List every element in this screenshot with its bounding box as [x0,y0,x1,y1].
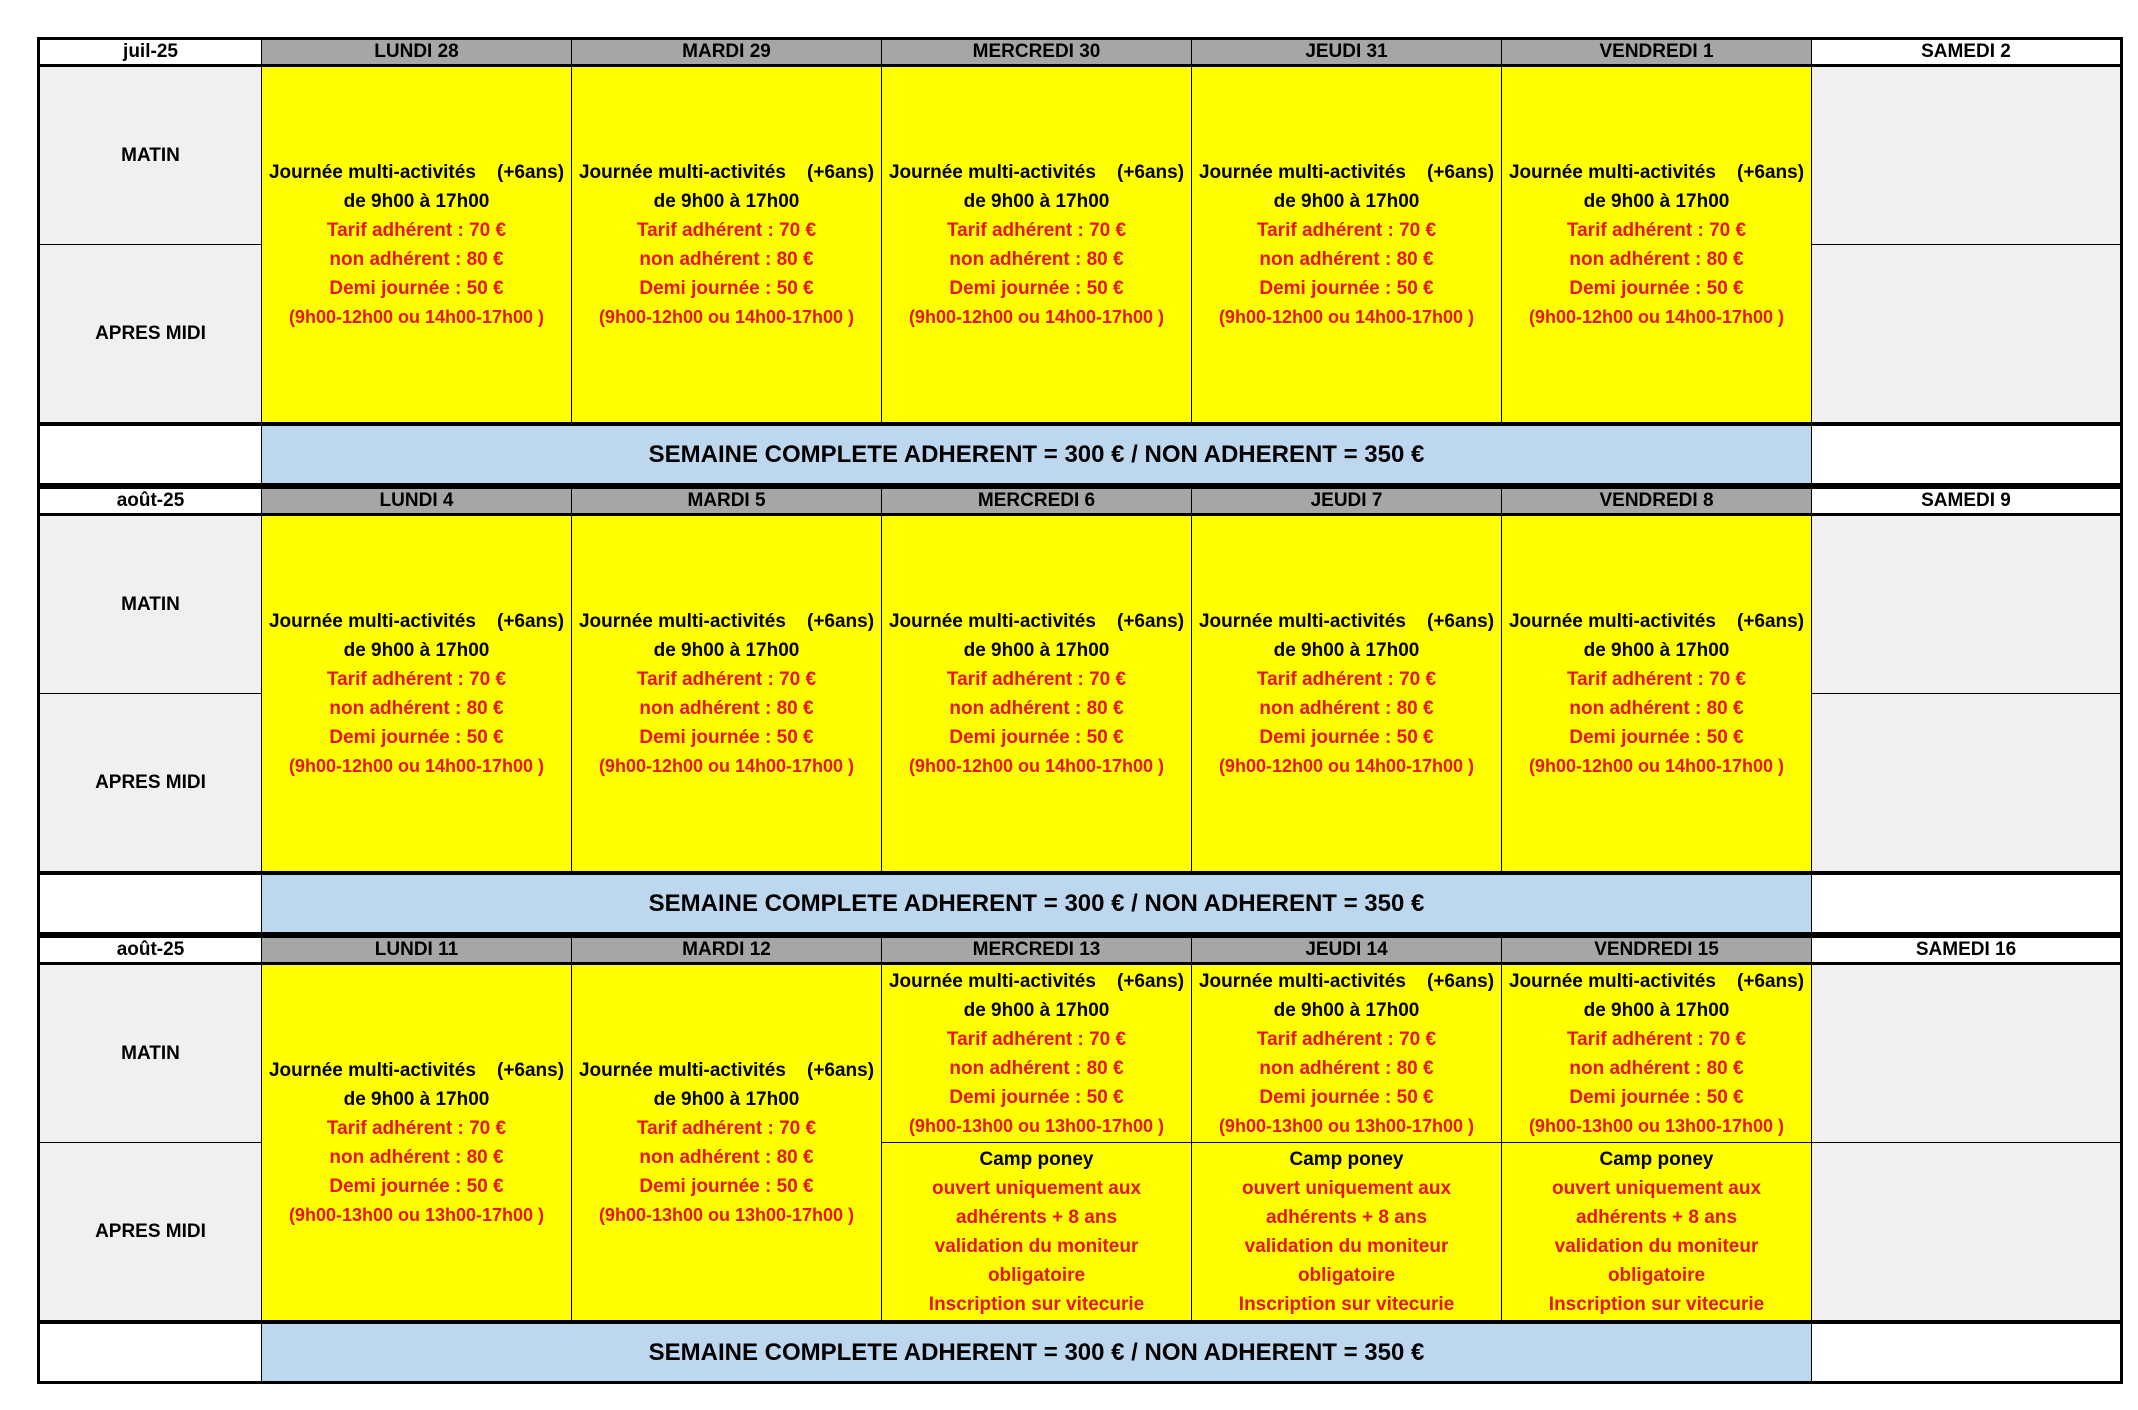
demi-journee-hours: (9h00-12h00 ou 14h00-17h00 ) [908,755,1165,776]
tarif-non-adherent: non adhérent : 80 € [329,248,504,270]
saturday-apres-midi [1812,245,2123,423]
activity-hours: de 9h00 à 17h00 [963,639,1110,661]
camp-line: validation du moniteur [1244,1235,1449,1257]
tarif-non-adherent: non adhérent : 80 € [329,1146,504,1168]
tarif-adherent: Tarif adhérent : 70 € [326,219,507,241]
demi-journee: Demi journée : 50 € [1569,1086,1744,1108]
tarif-non-adherent: non adhérent : 80 € [1569,248,1744,270]
tarif-adherent: Tarif adhérent : 70 € [636,219,817,241]
activity-cell-morning [1502,965,1812,1143]
month-label: juil-25 [37,37,262,67]
tarif-adherent: Tarif adhérent : 70 € [326,1117,507,1139]
day-header: LUNDI 11 [262,935,572,965]
day-header: MARDI 12 [572,935,882,965]
camp-line: adhérents + 8 ans [955,1206,1118,1228]
camp-line: validation du moniteur [1554,1235,1759,1257]
demi-journee: Demi journée : 50 € [949,726,1124,748]
demi-journee-hours: (9h00-13h00 ou 13h00-17h00 ) [1218,1115,1475,1136]
activity-hours: de 9h00 à 17h00 [343,1088,490,1110]
tarif-adherent: Tarif adhérent : 70 € [1566,1028,1747,1050]
demi-journee: Demi journée : 50 € [949,1086,1124,1108]
day-header: VENDREDI 8 [1502,486,1812,516]
day-header: VENDREDI 1 [1502,37,1812,67]
tarif-adherent: Tarif adhérent : 70 € [1256,668,1437,690]
day-header: MARDI 29 [572,37,882,67]
matin-label: MATIN [37,67,262,245]
camp-line: ouvert uniquement aux [1241,1177,1452,1199]
tarif-non-adherent: non adhérent : 80 € [949,1057,1124,1079]
day-header: LUNDI 4 [262,486,572,516]
activity-hours: de 9h00 à 17h00 [653,190,800,212]
saturday-header: SAMEDI 16 [1812,935,2123,965]
apres-midi-label: APRES MIDI [37,694,262,872]
day-header: MERCREDI 13 [882,935,1192,965]
tarif-non-adherent: non adhérent : 80 € [949,248,1124,270]
tarif-non-adherent: non adhérent : 80 € [639,1146,814,1168]
activity-title: Journée multi-activités (+6ans) [578,161,875,183]
activity-hours: de 9h00 à 17h00 [343,190,490,212]
activity-hours: de 9h00 à 17h00 [963,999,1110,1021]
tarif-adherent: Tarif adhérent : 70 € [946,219,1127,241]
activity-cell [882,516,1192,872]
activity-title: Journée multi-activités (+6ans) [1508,610,1805,632]
activity-cell [572,965,882,1321]
tarif-adherent: Tarif adhérent : 70 € [946,668,1127,690]
activity-hours: de 9h00 à 17h00 [343,639,490,661]
month-label: août-25 [37,486,262,516]
tarif-non-adherent: non adhérent : 80 € [1259,697,1434,719]
demi-journee-hours: (9h00-12h00 ou 14h00-17h00 ) [1218,755,1475,776]
day-header: LUNDI 28 [262,37,572,67]
demi-journee-hours: (9h00-13h00 ou 13h00-17h00 ) [598,1204,855,1225]
demi-journee-hours: (9h00-12h00 ou 14h00-17h00 ) [598,306,855,327]
activity-hours: de 9h00 à 17h00 [1583,999,1730,1021]
activity-cell [572,67,882,423]
camp-line: Inscription sur vitecurie [1238,1293,1455,1315]
tarif-adherent: Tarif adhérent : 70 € [1256,219,1437,241]
activity-cell [572,516,882,872]
tarif-adherent: Tarif adhérent : 70 € [1566,219,1747,241]
tarif-adherent: Tarif adhérent : 70 € [1566,668,1747,690]
tarif-non-adherent: non adhérent : 80 € [1259,1057,1434,1079]
day-header: JEUDI 14 [1192,935,1502,965]
camp-line: obligatoire [987,1264,1086,1286]
activity-hours: de 9h00 à 17h00 [653,1088,800,1110]
camp-line: obligatoire [1297,1264,1396,1286]
tarif-adherent: Tarif adhérent : 70 € [946,1028,1127,1050]
banner-left-blank [37,1321,262,1384]
camp-poney-cell [1192,1143,1502,1321]
demi-journee-hours: (9h00-13h00 ou 13h00-17h00 ) [908,1115,1165,1136]
camp-line: Inscription sur vitecurie [1548,1293,1765,1315]
saturday-apres-midi [1812,1143,2123,1321]
demi-journee: Demi journée : 50 € [1259,1086,1434,1108]
tarif-non-adherent: non adhérent : 80 € [639,248,814,270]
demi-journee-hours: (9h00-12h00 ou 14h00-17h00 ) [598,755,855,776]
activity-hours: de 9h00 à 17h00 [1583,639,1730,661]
camp-title: Camp poney [979,1148,1094,1170]
saturday-header: SAMEDI 9 [1812,486,2123,516]
activity-cell [1192,67,1502,423]
banner-left-blank [37,872,262,935]
activity-title: Journée multi-activités (+6ans) [888,161,1185,183]
activity-title: Journée multi-activités (+6ans) [578,610,875,632]
camp-line: validation du moniteur [934,1235,1139,1257]
demi-journee: Demi journée : 50 € [639,726,814,748]
demi-journee: Demi journée : 50 € [949,277,1124,299]
activity-title: Journée multi-activités (+6ans) [1508,161,1805,183]
saturday-apres-midi [1812,694,2123,872]
apres-midi-label: APRES MIDI [37,245,262,423]
banner-right-blank [1812,1321,2123,1384]
activity-cell [262,965,572,1321]
demi-journee-hours: (9h00-12h00 ou 14h00-17h00 ) [1528,755,1785,776]
day-header: VENDREDI 15 [1502,935,1812,965]
demi-journee: Demi journée : 50 € [1569,726,1744,748]
activity-title: Journée multi-activités (+6ans) [1198,161,1495,183]
activity-title: Journée multi-activités (+6ans) [1198,970,1495,992]
activity-cell-morning [882,965,1192,1143]
camp-line: ouvert uniquement aux [1551,1177,1762,1199]
day-header: MARDI 5 [572,486,882,516]
camp-line: adhérents + 8 ans [1265,1206,1428,1228]
activity-title: Journée multi-activités (+6ans) [1508,970,1805,992]
demi-journee-hours: (9h00-13h00 ou 13h00-17h00 ) [288,1204,545,1225]
activity-title: Journée multi-activités (+6ans) [1198,610,1495,632]
activity-cell [1502,67,1812,423]
activity-hours: de 9h00 à 17h00 [1273,999,1420,1021]
activity-hours: de 9h00 à 17h00 [653,639,800,661]
tarif-non-adherent: non adhérent : 80 € [949,697,1124,719]
week-price-banner: SEMAINE COMPLETE ADHERENT = 300 € / NON ADHERENT = 350 € [262,872,1812,935]
tarif-non-adherent: non adhérent : 80 € [1259,248,1434,270]
activity-cell-morning [1192,965,1502,1143]
activity-cell [1192,516,1502,872]
day-header: JEUDI 7 [1192,486,1502,516]
tarif-non-adherent: non adhérent : 80 € [639,697,814,719]
camp-title: Camp poney [1289,1148,1404,1170]
banner-right-blank [1812,872,2123,935]
tarif-non-adherent: non adhérent : 80 € [1569,1057,1744,1079]
activity-hours: de 9h00 à 17h00 [1273,190,1420,212]
tarif-non-adherent: non adhérent : 80 € [1569,697,1744,719]
demi-journee: Demi journée : 50 € [1259,726,1434,748]
demi-journee-hours: (9h00-12h00 ou 14h00-17h00 ) [288,306,545,327]
camp-poney-cell [1502,1143,1812,1321]
demi-journee: Demi journée : 50 € [1259,277,1434,299]
camp-line: adhérents + 8 ans [1575,1206,1738,1228]
banner-right-blank [1812,423,2123,486]
matin-label: MATIN [37,516,262,694]
demi-journee-hours: (9h00-12h00 ou 14h00-17h00 ) [288,755,545,776]
saturday-matin [1812,67,2123,245]
tarif-adherent: Tarif adhérent : 70 € [1256,1028,1437,1050]
week-3 [37,935,2123,1384]
week-price-banner: SEMAINE COMPLETE ADHERENT = 300 € / NON ADHERENT = 350 € [262,423,1812,486]
demi-journee: Demi journée : 50 € [639,1175,814,1197]
day-header: JEUDI 31 [1192,37,1502,67]
week-2 [37,486,2123,935]
activity-cell [1502,516,1812,872]
activity-hours: de 9h00 à 17h00 [963,190,1110,212]
saturday-matin [1812,965,2123,1143]
saturday-matin [1812,516,2123,694]
activity-hours: de 9h00 à 17h00 [1273,639,1420,661]
demi-journee: Demi journée : 50 € [329,277,504,299]
activity-title: Journée multi-activités (+6ans) [268,161,565,183]
activity-title: Journée multi-activités (+6ans) [578,1059,875,1081]
demi-journee: Demi journée : 50 € [1569,277,1744,299]
tarif-non-adherent: non adhérent : 80 € [329,697,504,719]
activity-cell [262,516,572,872]
activity-title: Journée multi-activités (+6ans) [888,970,1185,992]
demi-journee: Demi journée : 50 € [329,1175,504,1197]
month-label: août-25 [37,935,262,965]
camp-poney-cell [882,1143,1192,1321]
activity-title: Journée multi-activités (+6ans) [888,610,1185,632]
apres-midi-label: APRES MIDI [37,1143,262,1321]
demi-journee-hours: (9h00-12h00 ou 14h00-17h00 ) [1528,306,1785,327]
activity-cell [882,67,1192,423]
activity-hours: de 9h00 à 17h00 [1583,190,1730,212]
week-1 [37,37,2123,486]
demi-journee-hours: (9h00-13h00 ou 13h00-17h00 ) [1528,1115,1785,1136]
day-header: MERCREDI 6 [882,486,1192,516]
camp-line: obligatoire [1607,1264,1706,1286]
schedule-table [37,37,2123,1384]
camp-line: Inscription sur vitecurie [928,1293,1145,1315]
banner-left-blank [37,423,262,486]
demi-journee: Demi journée : 50 € [639,277,814,299]
activity-cell [262,67,572,423]
saturday-header: SAMEDI 2 [1812,37,2123,67]
demi-journee: Demi journée : 50 € [329,726,504,748]
week-price-banner: SEMAINE COMPLETE ADHERENT = 300 € / NON ADHERENT = 350 € [262,1321,1812,1384]
demi-journee-hours: (9h00-12h00 ou 14h00-17h00 ) [1218,306,1475,327]
day-header: MERCREDI 30 [882,37,1192,67]
activity-title: Journée multi-activités (+6ans) [268,1059,565,1081]
tarif-adherent: Tarif adhérent : 70 € [636,668,817,690]
tarif-adherent: Tarif adhérent : 70 € [326,668,507,690]
matin-label: MATIN [37,965,262,1143]
camp-line: ouvert uniquement aux [931,1177,1142,1199]
demi-journee-hours: (9h00-12h00 ou 14h00-17h00 ) [908,306,1165,327]
camp-title: Camp poney [1599,1148,1714,1170]
activity-title: Journée multi-activités (+6ans) [268,610,565,632]
tarif-adherent: Tarif adhérent : 70 € [636,1117,817,1139]
